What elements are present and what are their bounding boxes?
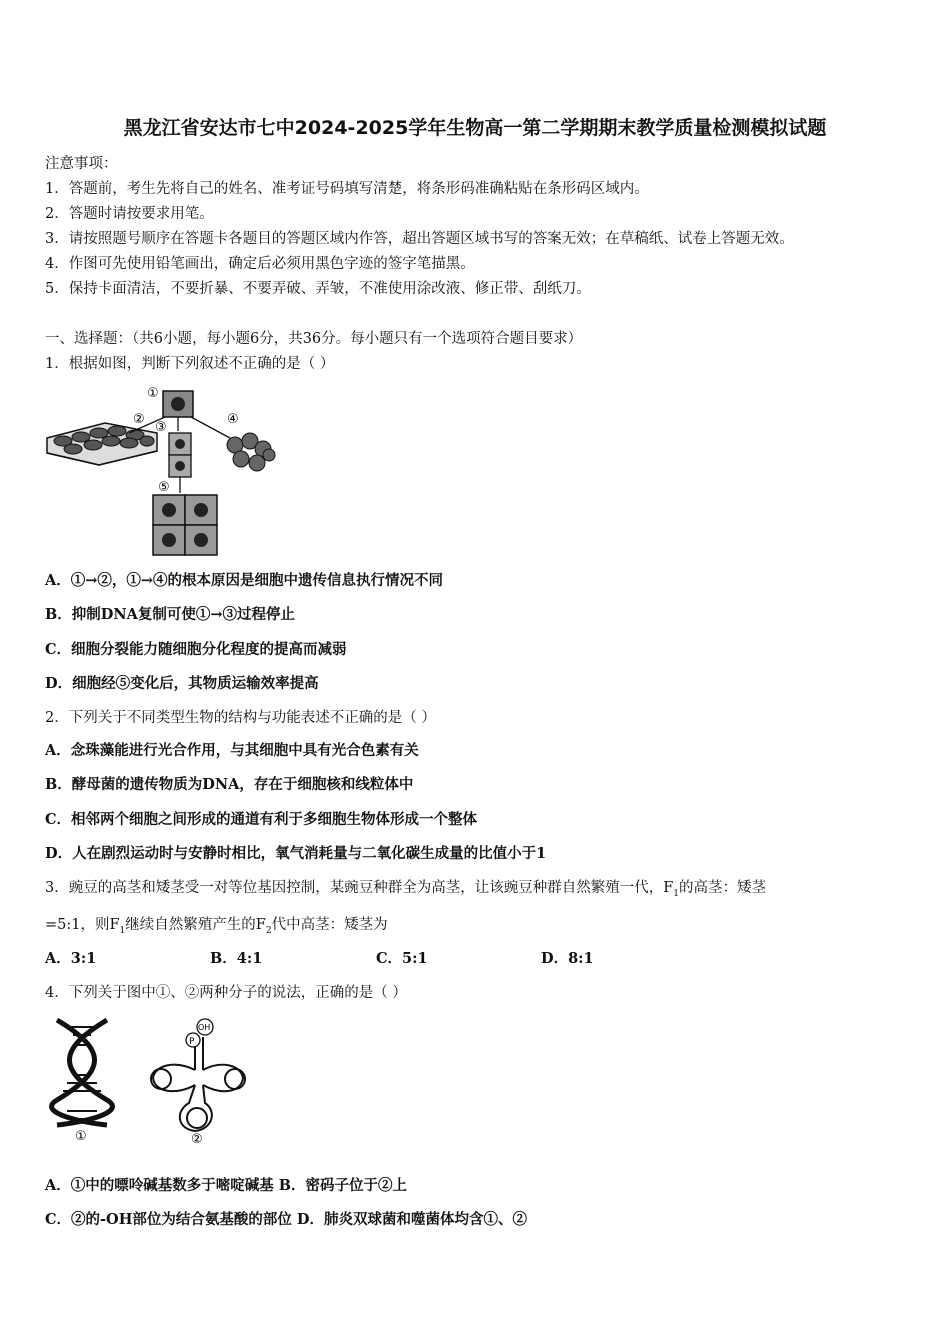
label-molecule-2: ②	[191, 1132, 203, 1145]
enlarged-cells	[153, 495, 217, 555]
q2-option-a: A．念珠藻能进行光合作用，与其细胞中具有光合色素有关	[45, 742, 419, 759]
section-heading: 一、选择题：（共6小题，每小题6分，共36分。每小题只有一个选项符合题目要求）	[45, 331, 583, 347]
dna-helix	[52, 1020, 113, 1125]
dividing-cells	[169, 433, 191, 477]
q1-option-b: B．抑制DNA复制可使①→③过程停止	[45, 606, 295, 623]
stem-cell	[163, 391, 193, 417]
trna-cloverleaf	[151, 1037, 245, 1131]
q4-stem: 4．下列关于图中①、②两种分子的说法，正确的是（ ）	[45, 985, 407, 1001]
q1-stem: 1．根据如图，判断下列叙述不正确的是（ ）	[45, 356, 335, 372]
q3-stem-line2: =5:1，则$F_1$继续自然繁殖产生的$F_2$代中高茎：矮茎为	[45, 917, 388, 936]
q4-options-row2: C．②的-OH部位为结合氨基酸的部位 D．肺炎双球菌和噬菌体均含①、②	[45, 1211, 528, 1228]
q3-option-c: C．5:1	[376, 950, 428, 967]
label-oh: OH	[198, 1023, 211, 1032]
q2-option-c: C．相邻两个细胞之间形成的通道有利于多细胞生物体形成一个整体	[45, 811, 478, 828]
label-3: ③	[155, 420, 167, 435]
q2-option-b: B．酵母菌的遗传物质为DNA，存在于细胞核和线粒体中	[45, 776, 414, 793]
notice-heading: 注意事项：	[45, 156, 118, 172]
q1-option-c: C．细胞分裂能力随细胞分化程度的提高而减弱	[45, 641, 347, 658]
notice-item: 3．请按照题号顺序在答题卡各题目的答题区域内作答，超出答题区域书写的答案无效；在草稿纸、试卷上答题无效。	[45, 231, 794, 247]
blood-cells	[227, 433, 275, 471]
q3-stem-line1: 3．豌豆的高茎和矮茎受一对等位基因控制，某豌豆种群全为高茎，让该豌豆种群自然繁殖一代，$F_1$的高茎：矮茎	[45, 880, 767, 899]
notice-item: 4．作图可先使用铅笔画出，确定后必须用黑色字迹的签字笔描黑。	[45, 256, 475, 272]
q4-options-row1: A．①中的嘌呤碱基数多于嘧啶碱基 B．密码子位于②上	[45, 1177, 408, 1194]
notice-item: 5．保持卡面清洁，不要折暴、不要弄破、弄皱，不准使用涂改液、修正带、刮纸刀。	[45, 281, 591, 297]
label-p: P	[189, 1037, 195, 1047]
epithelium-tissue	[47, 423, 157, 465]
label-2: ②	[133, 412, 145, 427]
notice-item: 1．答题前，考生先将自己的姓名、准考证号码填写清楚，将条形码准确粘贴在条形码区域内。	[45, 181, 649, 197]
page-title: 黑龙江省安达市七中2024-2025学年生物高一第二学期期末教学质量检测模拟试题	[123, 117, 827, 139]
arrow-4	[191, 417, 230, 438]
q3-option-d: D．8:1	[541, 950, 594, 967]
q1-cell-diagram	[45, 383, 280, 558]
label-molecule-1: ①	[75, 1129, 87, 1144]
q1-option-a: A．①→②，①→④的根本原因是细胞中遗传信息执行情况不同	[45, 572, 444, 589]
q3-option-a: A．3:1	[45, 950, 97, 967]
q1-option-d: D．细胞经⑤变化后，其物质运输效率提高	[45, 675, 319, 692]
q3-option-b: B．4:1	[210, 950, 263, 967]
label-5: ⑤	[158, 480, 170, 495]
q2-option-d: D．人在剧烈运动时与安静时相比，氧气消耗量与二氧化碳生成量的比值小于1	[45, 845, 547, 862]
label-1: ①	[147, 386, 159, 401]
notice-item: 2．答题时请按要求用笔。	[45, 206, 214, 222]
q2-stem: 2．下列关于不同类型生物的结构与功能表述不正确的是（ ）	[45, 710, 436, 726]
q4-molecule-diagram	[45, 1015, 255, 1145]
label-4: ④	[227, 412, 239, 427]
